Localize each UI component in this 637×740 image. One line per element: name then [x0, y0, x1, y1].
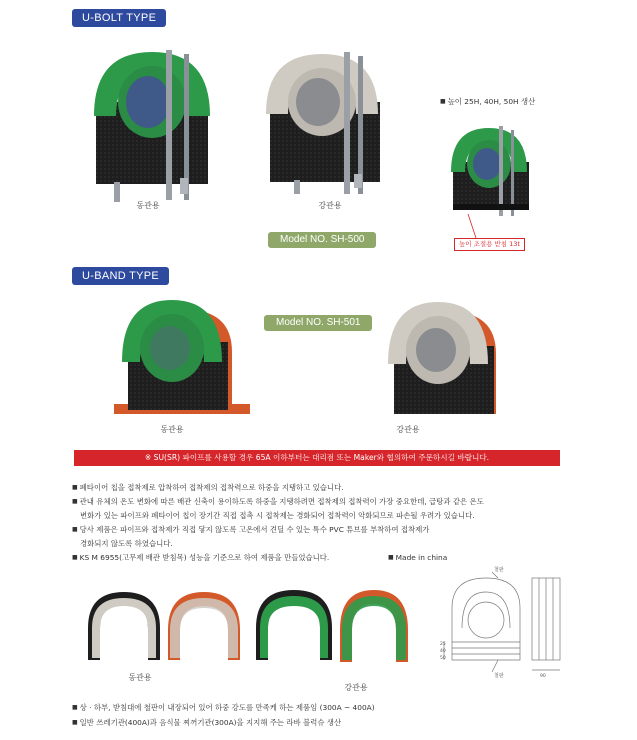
diagram-label-bottom-plate: 철판: [494, 673, 504, 679]
note-item: ■ 당사 제품은 파이프와 접착제가 직접 닿지 않도록 고온에서 견딜 수 있는 특수 PVC 튜브를 부착하여 접착제가: [72, 524, 429, 535]
uband-copper-product-image: [114, 292, 254, 422]
diagram-dim-40: 40: [440, 649, 446, 654]
uband-model-badge: Model NO. SH-501: [264, 315, 372, 331]
ubolt-model-badge: Model NO. SH-500: [268, 232, 376, 248]
ubolt-copper-caption: 동관용: [136, 201, 160, 210]
bottom-steel-caption: 강관용: [344, 683, 368, 692]
ubolt-steel-caption: 강관용: [318, 201, 342, 210]
ubolt-small-product-image: [445, 122, 535, 222]
note-item: ■ 폐타이어 칩을 접착제로 압착하여 접착제의 접착력으로 하중을 지탱하고 있습니다.: [72, 482, 344, 493]
note-item: ■ KS M 6955(고무제 배관 받침목) 성능을 기준으로 하여 제품을 만들었습니다.: [72, 552, 329, 563]
diagram-dim-25: 25: [440, 642, 446, 647]
bottom-note-item: ■ 상 · 하부, 받침대에 철판이 내장되어 있어 하중 강도를 만족케 하는 제품임 (300A ~ 400A): [72, 702, 375, 713]
adjust-support-label: 높이 조절용 받침 13t: [454, 238, 525, 251]
uband-steel-caption: 강관용: [396, 425, 420, 434]
ubolt-steel-product-image: [258, 48, 398, 198]
height-note: ■ 높이 25H, 40H, 50H 생산: [440, 96, 535, 107]
diagram-label-top-plate: 철판: [494, 567, 504, 573]
note-item-continuation: 변화가 있는 파이프와 폐타이어 칩이 장기간 직접 접촉 시 접착제는 경화되어 접착력이 악화되므로 파손될 우려가 있습니다.: [80, 511, 475, 520]
ubolt-copper-product-image: [88, 44, 228, 204]
ubolt-type-badge: U-BOLT TYPE: [72, 9, 166, 27]
technical-drawing: [440, 568, 580, 684]
diagram-dim-90: 90: [540, 674, 546, 679]
uband-copper-caption: 동관용: [160, 425, 184, 434]
uband-type-badge: U-BAND TYPE: [72, 267, 169, 285]
diagram-dim-50: 50: [440, 656, 446, 661]
uband-steel-product-image: [378, 296, 518, 424]
made-in-note: ■ Made in china: [388, 552, 447, 563]
bottom-copper-caption: 동관용: [128, 673, 152, 682]
su-pipe-warning-bar: ※ SU(SR) 파이프를 사용할 경우 65A 이하부터는 대리점 또는 Maker와 협의하여 주문하시길 바랍니다.: [74, 450, 560, 466]
note-item: ■ 관내 유체의 온도 변화에 따른 배관 신축이 용이하도록 하중을 지탱하려면 접착제의 접착력이 가장 중요한데, 급탕과 같은 온도: [72, 496, 484, 507]
bottom-products-image: [84, 588, 410, 668]
note-item-continuation: 경화되지 않도록 하였습니다.: [80, 539, 173, 548]
adjust-label-leader-line: [466, 212, 478, 240]
bottom-note-item: ■ 일반 쓰레기관(400A)과 음식물 찌꺼기관(300A)을 지지해 주는 라바 블럭슈 생산: [72, 717, 341, 728]
